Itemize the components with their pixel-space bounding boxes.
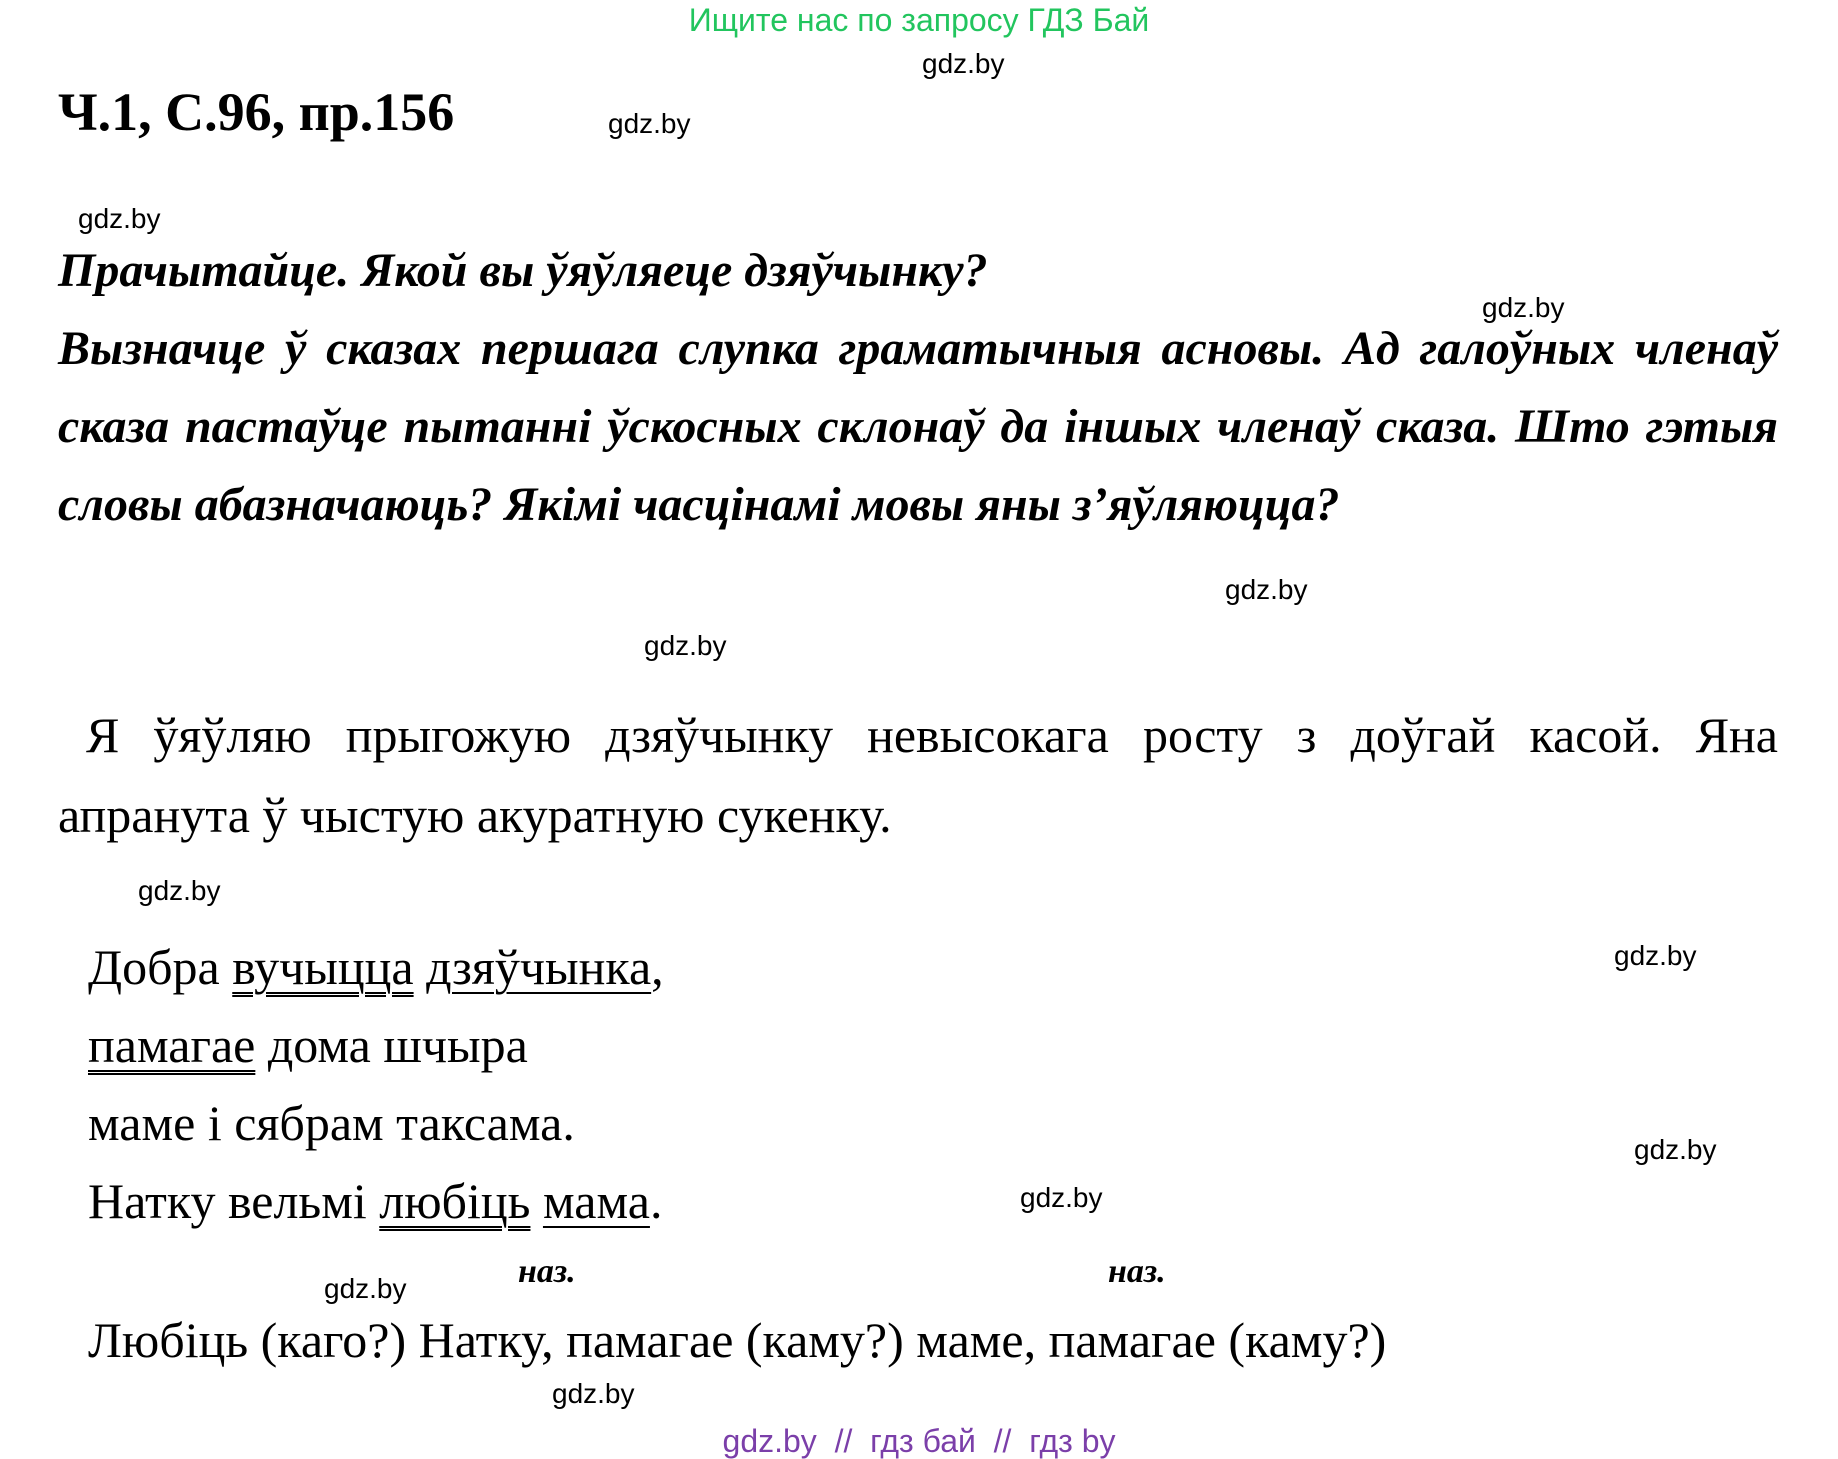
watermark: gdz.by xyxy=(644,630,727,661)
task-paragraph: Вызначце ў сказах першага слупка граматычныя асновы. Ад галоўных членаў сказа пастаўце пытанні ўскосных склонаў да іншых членаў сказа. Што гэтыя словы абазначаюць? Якімі часцінамі мовы яны з’яўляюцца? xyxy=(58,322,1778,531)
watermark: gdz.by xyxy=(1225,574,1308,605)
subject: мама xyxy=(542,1173,650,1229)
watermark: gdz.by xyxy=(78,203,161,234)
footer-links: gdz.by // гдз бай // гдз by xyxy=(722,1423,1116,1459)
questions-line: Любіць (каго?) Натку, памагае (каму?) маме, памагае (каму?) xyxy=(88,1312,1387,1368)
watermark: gdz.by xyxy=(1020,1182,1103,1213)
watermark: gdz.by xyxy=(552,1378,635,1409)
watermark: gdz.by xyxy=(1482,292,1565,323)
predicate: памагае xyxy=(88,1017,256,1073)
predicate: вучыцца xyxy=(232,939,414,995)
poem-line-4 xyxy=(88,1162,664,1240)
task-line-1: Прачытайце. Якой вы ўяўляеце дзяўчынку? xyxy=(58,244,988,297)
poem-line-1 xyxy=(88,928,664,1006)
top-banner: Ищите нас по запросу ГДЗ Бай xyxy=(688,2,1150,38)
poem-text: дома шчыра xyxy=(255,1017,528,1073)
predicate: любіць xyxy=(379,1173,531,1229)
space xyxy=(530,1173,543,1229)
watermark: gdz.by xyxy=(608,108,691,139)
subject: дзяўчынка xyxy=(426,939,652,995)
poem-text: Натку вельмі xyxy=(88,1173,380,1229)
case-mark: наз. xyxy=(518,1253,576,1290)
poem xyxy=(88,928,664,1240)
poem-line-3: маме і сябрам таксама. xyxy=(88,1095,575,1151)
punctuation: . xyxy=(649,1173,663,1229)
poem-text: Добра xyxy=(88,939,233,995)
punctuation: , xyxy=(651,939,664,995)
watermark: gdz.by xyxy=(922,48,1005,79)
case-mark: наз. xyxy=(1108,1253,1166,1290)
watermark: gdz.by xyxy=(324,1273,407,1304)
watermark: gdz.by xyxy=(1614,940,1697,971)
watermark: gdz.by xyxy=(138,875,221,906)
watermark: gdz.by xyxy=(1634,1134,1717,1165)
exercise-heading: Ч.1, С.96, пр.156 xyxy=(58,82,455,142)
poem-line-2 xyxy=(88,1006,664,1084)
answer-text: Я ўяўляю прыгожую дзяўчынку невысокага росту з доўгай касой. Яна апранута ў чыстую акуратную сукенку. xyxy=(58,707,1778,843)
task-text xyxy=(58,232,1778,544)
space xyxy=(414,939,427,995)
